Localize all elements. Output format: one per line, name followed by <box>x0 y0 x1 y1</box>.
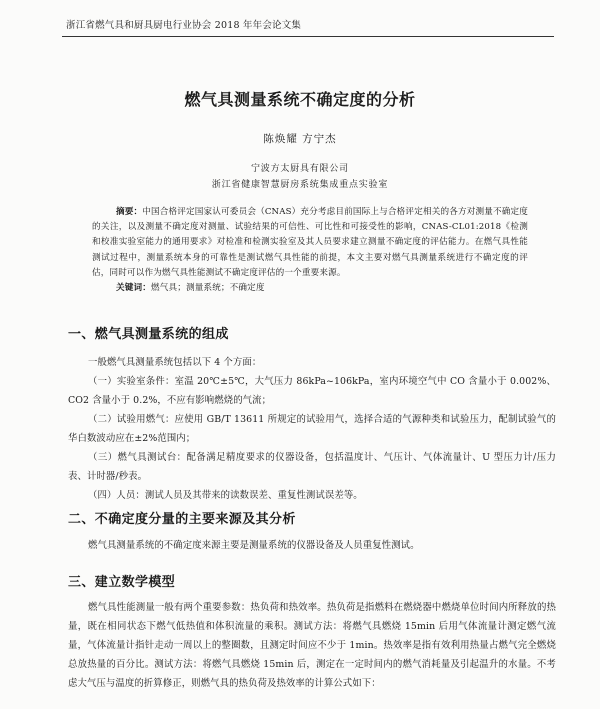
section-heading-composition: 一、燃气具测量系统的组成 <box>68 327 229 342</box>
paragraph: 一般燃气具测量系统包括以下 4 个方面： <box>88 357 262 368</box>
paper-authors: 陈焕耀 方宁杰 <box>263 133 337 145</box>
section-body-uncertainty-sources <box>68 536 556 555</box>
affiliation-company: 宁波方太厨具有限公司 <box>250 164 349 174</box>
keywords <box>116 281 265 293</box>
paragraph: （三）燃气具测试台：配备满足精度要求的仪器设备，包括温度计、气压计、气体流量计、U 型压力计/压力表、计时器/秒表。 <box>68 452 556 482</box>
section-body-composition <box>68 353 556 505</box>
keywords-label: 关键词： <box>116 283 151 293</box>
affiliation-lab: 浙江省健康智慧厨房系统集成重点实验室 <box>211 180 389 190</box>
section-heading-uncertainty-sources: 二、不确定度分量的主要来源及其分析 <box>68 512 296 527</box>
abstract <box>92 205 528 281</box>
paragraph: （四）人员：测试人员及其带来的读数误差、重复性测试误差等。 <box>88 490 363 501</box>
abstract-label: 摘要： <box>116 207 143 217</box>
header-rule <box>62 36 554 37</box>
paragraph: 燃气具性能测量一般有两个重要参数：热负荷和热效率。热负荷是指燃料在燃烧器中燃烧单位时间内所释放的热量，既在相同状态下燃气低热值和体积流量的乘积。测试方法：将燃气具燃烧 15min 后用气体流量计测定燃气流量，气体流量计指针走动一周以上的整圈数，且测定时间应不少于 1min。热效率是指有效利用热量占燃气完全燃烧总放热量的百分比。测试方法：将燃气具燃烧 15min 后，测定在一定时间内的燃气消耗量及引起温升的水量。不考虑大气压与温度的折算修正，则燃气具的热负荷及热效率的计算公式如下： <box>68 602 556 689</box>
paper-title: 燃气具测量系统不确定度的分析 <box>184 90 416 109</box>
section-heading-math-model: 三、建立数学模型 <box>68 575 176 590</box>
abstract-text: 中国合格评定国家认可委员会（CNAS）充分考虑目前国际上与合格评定相关的各方对测量不确定度的关注，以及测量不确定度对测量、试验结果的可信性、可比性和可接受性的影响，CNAS-CL01:2018《检测和校准实验室能力的通用要求》对检准和检测实验室及其人员要求建立测量不确定度的评估能力。在燃气具性能测试过程中，测量系统本身的可靠性是测试燃气具性能的前提，本文主要对燃气具测量系统进行不确定度的评估，同时可以作为燃气具性能测试不确定度评估的一个重要来源。 <box>92 207 528 278</box>
paragraph: （二）试验用燃气：应使用 GB/T 13611 所规定的试验用气，选择合适的气源种类和试验压力，配制试验气的华白数波动应在±2%范围内； <box>68 414 556 444</box>
section-body-math-model <box>68 598 556 693</box>
keywords-text: 燃气具；测量系统；不确定度 <box>150 283 265 293</box>
paragraph: （一）实验室条件：室温 20℃±5℃，大气压力 86kPa~106kPa，室内环境空气中 CO 含量小于 0.002%、CO2 含量小于 0.2%，不应有影响燃烧的气流； <box>68 376 556 406</box>
paragraph: 燃气具测量系统的不确定度来源主要是测量系统的仪器设备及人员重复性测试。 <box>88 540 420 551</box>
running-header: 浙江省燃气具和厨具厨电行业协会 2018 年年会论文集 <box>66 20 302 31</box>
